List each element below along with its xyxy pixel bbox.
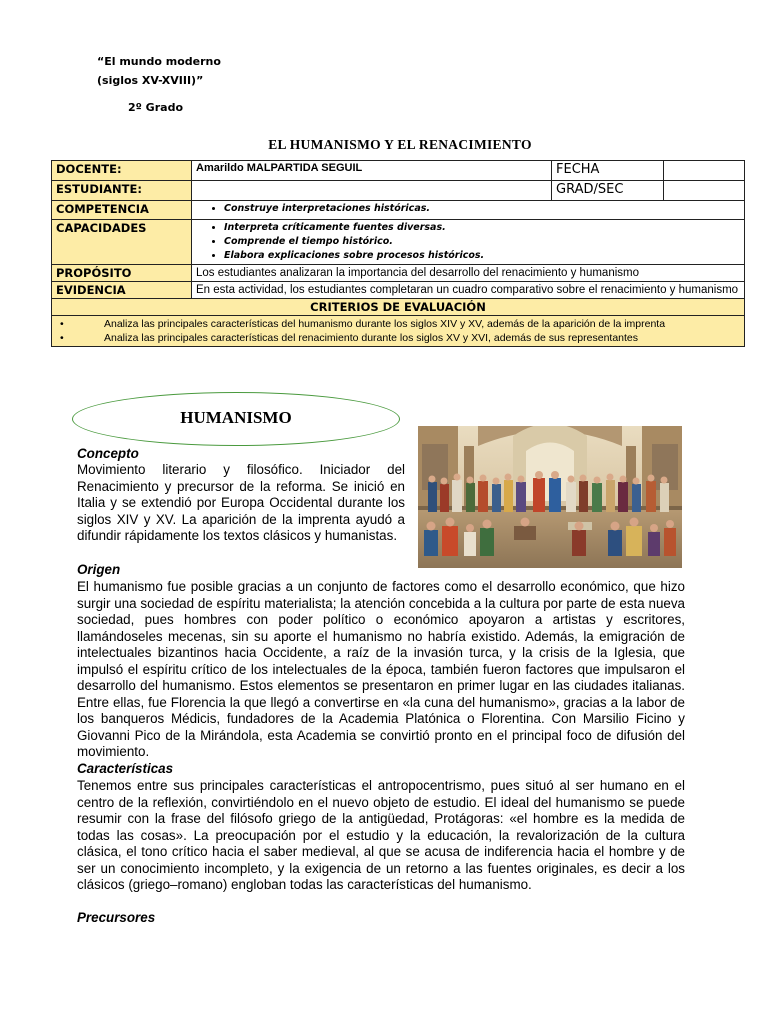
criterio-item: • Analiza las principales características del humanismo durante los siglos XIV y XV, además de la aparición de la imprenta [56,317,740,331]
criterios-title: CRITERIOS DE EVALUACIÓN [52,299,745,316]
proposito-label: PROPÓSITO [52,265,192,282]
evidencia-value: En esta actividad, los estudiantes completaran un cuadro comparativo sobre el renacimiento y humanismo [192,282,745,299]
capacidad-item: • Interpreta críticamente fuentes diversas. [224,221,740,235]
docente-value: Amarildo MALPARTIDA SEGUIL [192,161,552,181]
fresco-illustration [418,426,682,568]
concepto-paragraph: Movimiento literario y filosófico. Iniciador del Renacimiento y precursor de la reforma. Se inició en Italia y se extendió por Europa Occidental durante los siglos XIV y XV. La aparición de la imprenta ayudó a difundir rápidamente los textos clásicos y humanistas. [77,462,405,543]
unit-title-line-2: (siglos XV-XVIII)” [97,74,204,87]
capacidades-list [192,220,745,265]
capacidades-label: CAPACIDADES [52,220,192,265]
unit-title-line-1: “El mundo moderno [97,55,221,68]
school-of-athens-painting [418,426,682,568]
session-info-table [51,160,745,347]
section-title: HUMANISMO [180,408,292,427]
concepto-heading: Concepto [77,446,139,461]
origen-heading: Origen [77,562,121,577]
competencia-value [192,201,745,220]
gradsec-label: GRAD/SEC [552,181,664,201]
precursores-heading: Precursores [77,910,156,925]
caracteristicas-heading: Características [77,761,174,776]
fecha-label: FECHA [552,161,664,181]
document-title: EL HUMANISMO Y EL RENACIMIENTO [268,137,532,152]
estudiante-value [192,181,552,201]
evidencia-label: EVIDENCIA [52,282,192,299]
criterios-list [52,316,745,347]
grade-label: 2º Grado [128,101,183,114]
competencia-label: COMPETENCIA [52,201,192,220]
docente-label: DOCENTE: [52,161,192,181]
estudiante-label: ESTUDIANTE: [52,181,192,201]
capacidad-item: • Comprende el tiempo histórico. [224,235,740,249]
capacidad-item: • Elabora explicaciones sobre procesos históricos. [224,249,740,263]
origen-paragraph: El humanismo fue posible gracias a un conjunto de factores como el desarrollo económico, que hizo surgir una sociedad de espíritu materialista; la atención concebida a la cultura por parte de esta nueva sociedad, pues hombres con poder político o económico apoyaron a artistas y escritores, llamándoseles mecenas, sin su aporte el humanismo no habría existido. Además, la emigración de intelectuales bizantinos hacia Occidente, a raíz de la invasión turca, y la crisis de la Iglesia, que impulsó el espíritu crítico de los intelectuales de la época, también fueron factores que impulsaron el desarrollo del humanismo. Estos elementos se presentaron en primer lugar en las ciudades italianas. Entre ellas, fue Florencia la que llegó a convertirse en «la cuna del humanismo», gracias a la labor de los banqueros Médicis, fundadores de la Academia Platónica o Florentina. Con Marsilio Ficino y Giovanni Pico de la Mirándola, esta Academia se convirtió pronto en el principal foco de difusión del movimiento. [77,579,685,759]
caracteristicas-paragraph: Tenemos entre sus principales características el antropocentrismo, pues situó al ser humano en el centro de la reflexión, convirtiéndolo en el nuevo objeto de estudio. El ideal del humanismo se puede resumir con la frase del filósofo griego de la antigüedad, Protágoras: «el hombre es la medida de todas las cosas». La preocupación por el estudio y la educación, la revalorización de la cultura clásica, el tono crítico hacia el saber medieval, al que se acusa de indiferencia hacia el hombre y de ser un conocimiento incompleto, y la exigencia de un retorno a las fuentes originales, es decir a los clásicos (griego–romano) engloban todas las características del humanismo. [77,778,685,892]
proposito-value: Los estudiantes analizaran la importancia del desarrollo del renacimiento y humanismo [192,265,745,282]
criterio-item: • Analiza las principales características del renacimiento durante los siglos XV y XVI, además de sus representantes [56,331,740,345]
competencia-item: • Construye interpretaciones históricas. [224,202,740,216]
gradsec-value [664,181,745,201]
fecha-value [664,161,745,181]
